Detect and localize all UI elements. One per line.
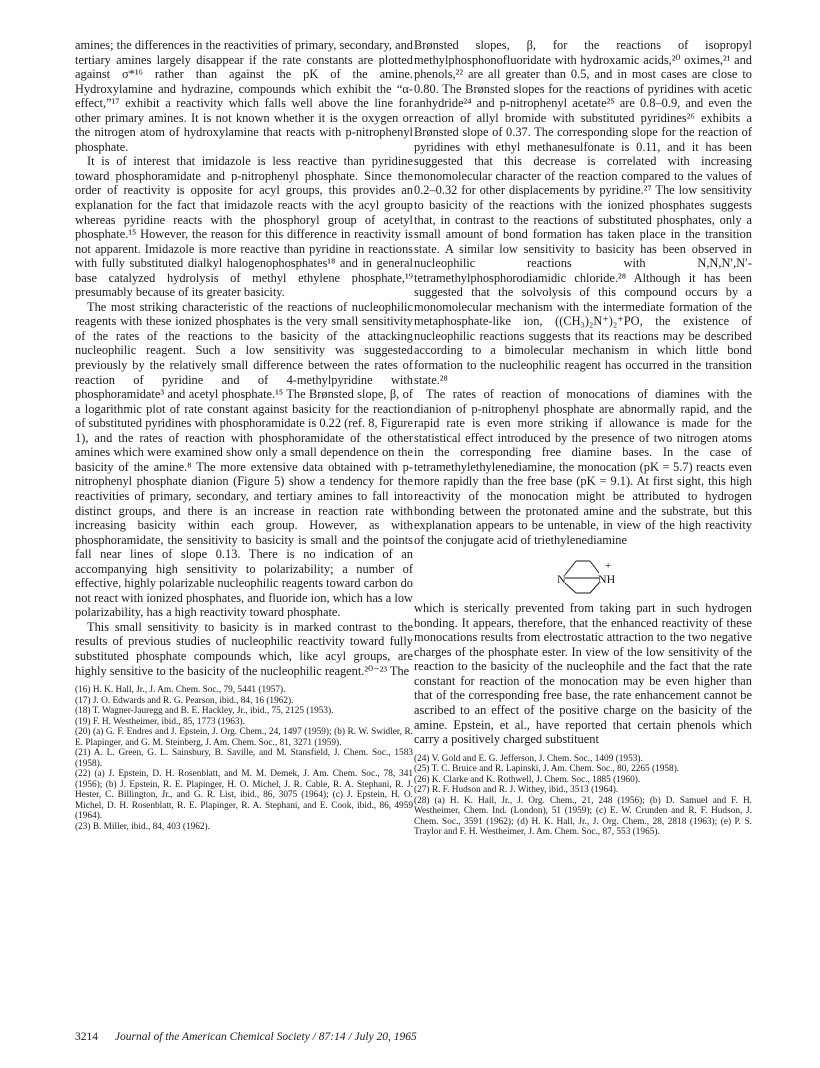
bond <box>565 583 576 593</box>
right-column <box>414 38 752 838</box>
paragraph: amines; the differences in the reactivities of primary, secondary, and tertiary amines largely disappear if the rate constants are plotted against σ*¹⁶ rather than against the pK of the amine. Hydroxylamine and hydrazine, compounds which exhibit the “α-effect,”¹⁷ exhibit a reactivity which falls well above the line for other primary amines. It is not known whether it is the oxygen or the nitrogen atom of hydroxylamine that reacts with p-nitrophenyl phosphate. <box>75 38 413 154</box>
paragraph: Brønsted slopes, β, for the reactions of isopropyl methylphosphonofluoridate with hydroxamic acids,²⁰ oximes,²¹ and phenols,²² are all greater than 0.5, and in most cases are close to 0.80. The Brønsted slopes for the reactions of pyridines with acetic anhydride²⁴ and p-nitrophenyl acetate²⁵ are 0.8–0.9, and even the reaction of allyl bromide with substituted pyridines²⁶ exhibits a Brønsted slope of 0.37. The corresponding slope for the reaction of pyridines with ethyl methanesulfonate is 0.11, and it has been suggested that this decrease is correlated with increasing monomolecular character of the reaction compared to the values of 0.2–0.32 for other displacements by pyridine.²⁷ The low sensitivity to basicity of the reactions with the ionized phosphates suggests that, in contrast to the reactions of substituted phosphates, only a small amount of bond formation has taken place in the transition state. A similar low sensitivity to basicity has been observed in nucleophilic reactions with N,N,N′,N′-tetramethylphosphorodiamidic chloride.²⁸ Although it has been suggested that the solvolysis of this compound occurs by a monomolecular mechanism with the intermediate formation of the metaphosphate-like ion, ((CH₃)₂N⁺)₂⁺PO, the existence of nucleophilic reactions suggests that its reactions may be described according to a bimolecular mechanism in which little bond formation to the nucleophilic reagent has occurred in the transition state.²⁸ <box>414 38 752 387</box>
footnote: (16) H. K. Hall, Jr., J. Am. Chem. Soc., 79, 5441 (1957). <box>75 685 286 696</box>
footnote: (21) A. L. Green, G. L. Sainsbury, B. Saville, and M. Stansfield, J. Chem. Soc., 1583 (1958). <box>75 748 413 769</box>
page-footer <box>75 1031 775 1043</box>
structure-atom-n: N <box>557 572 566 587</box>
bond <box>565 561 576 575</box>
footnote: (26) K. Clarke and K. Rothwell, J. Chem. Soc., 1885 (1960). <box>414 774 641 785</box>
footnote: (19) F. H. Westheimer, ibid., 85, 1773 (1963). <box>75 716 245 727</box>
footnote: (20) (a) G. F. Endres and J. Epstein, J. Org. Chem., 24, 1497 (1959); (b) R. W. Swidler, R. E. Plapinger, and G. M. Steinberg, J. Am. Chem. Soc., 81, 3271 (1959). <box>75 727 413 748</box>
footnote: (25) T. C. Bruice and R. Lapinski, J. Am. Chem. Soc., 80, 2265 (1958). <box>414 764 680 775</box>
journal-citation: Journal of the American Chemical Society / 87:14 / July 20, 1965 <box>114 1031 417 1043</box>
footnote: (18) T. Wagner-Jauregg and B. E. Hackley, Jr., ibid., 75, 2125 (1953). <box>75 706 334 717</box>
structure-atom-nh: NH <box>598 572 616 587</box>
footnote: (27) R. F. Hudson and R. J. Withey, ibid., 3513 (1964). <box>414 785 619 796</box>
footnote: (28) (a) H. K. Hall, Jr., J. Org. Chem., 21, 248 (1956); (b) D. Samuel and F. H. Westheimer, Chem. Ind. (London), 51 (1959); (c) E. W. Crunden and R. F. Hudson, J. Chem. Soc., 3591 (1962); (d) H. K. Hall, Jr., J. Org. Chem., 28, 2818 (1963); (e) P. S. Traylor and F. H. Westheimer, J. Am. Chem. Soc., 87, 553 (1965). <box>414 795 752 838</box>
paragraph: This small sensitivity to basicity is in marked contrast to the results of previous studies of nucleophilic reactivity toward fully substituted phosphate compounds which, like acyl groups, are highly sensitive to the basicity of the nucleophilic reagent.²⁰⁻²³ The <box>75 619 413 678</box>
left-footnotes <box>75 685 413 832</box>
left-body-text <box>75 38 413 678</box>
footnote: (17) J. O. Edwards and R. G. Pearson, ibid., 84, 16 (1962). <box>75 695 294 706</box>
footnote: (24) V. Gold and E. G. Jefferson, J. Chem. Soc., 1409 (1953). <box>414 753 643 764</box>
structure-charge: + <box>605 560 612 573</box>
footnote: (23) B. Miller, ibid., 84, 403 (1962). <box>75 821 210 832</box>
footnote: (22) (a) J. Epstein, D. H. Rosenblatt, and M. M. Demek, J. Am. Chem. Soc., 78, 341 (1956); (b) J. Epstein, R. E. Plapinger, H. O. Michel, J. R. Cable, R. A. Stephani, R. J. Hester, C. Billington, Jr., and G. R. List, ibid., 86, 3075 (1964); (c) J. Epstein, H. O. Michel, D. H. Rosenblatt, R. E. Plapinger, R. A. Stephani, and E. Cook, ibid., 86, 4959 (1964). <box>75 769 413 822</box>
right-body-text <box>414 38 752 747</box>
paragraph: The most striking characteristic of the reactions of nucleophilic reagents with these ionized phosphates is the very small sensitivity of the rates of the reactions to the basicity of the attacking nucleophilic reagent. Such a low sensitivity was suggested previously by the relatively small difference between the rates of reaction of pyridine and of 4-methylpyridine with phosphoramidate³ and acetyl phosphate.¹⁵ The Brønsted slope, β, of a logarithmic plot of rate constant against basicity for the reaction of substituted pyridines with phosphoramidate is 0.22 (ref. 8, Figure 1), and the rates of reaction with phosphoramidate of the other amines which were examined show only a small dependence on the basicity of the amine.⁸ The more extensive data obtained with p-nitrophenyl phosphate dianion (Figure 5) show a tendency for the reactivities of primary, secondary, and tertiary amines to fall into distinct groups, and there is an increase in reaction rate with increasing basicity within each group. However, as with phosphoramidate, the sensitivity to basicity is small and the points fall near lines of slope 0.13. There is no indication of an accompanying high sensitivity to polarizability; a number of effective, highly polarizable nucleophilic reagents toward carbon do not react with ionized phosphates, and fluoride ion, which has a low polarizability, has a high reactivity toward phosphate. <box>75 299 413 620</box>
right-footnotes <box>414 754 752 838</box>
paragraph: The rates of reaction of monocations of diamines with the dianion of p-nitrophenyl phosphate are abnormally rapid, and the rapid rate is even more striking if allowance is made for the statistical effect introduced by the presence of two nitrogen atoms in the corresponding free diamine bases. In the case of tetramethylethylenediamine, the monocation (pK = 5.7) reacts even more rapidly than the free base (pK = 9.1). At first sight, this high reactivity of the monocation might be attributed to hydrogen bonding between the protonated amine and the substrate, but this explanation appears to be untenable, in view of the high reactivity of the conjugate acid of triethylenediamine <box>414 387 752 547</box>
page-number: 3214 <box>75 1031 98 1043</box>
paragraph: which is sterically prevented from taking part in such hydrogen bonding. It appears, therefore, that the enhanced reactivity of these monocations results from electrostatic attraction to the two negative charges of the phosphate ester. In view of the low sensitivity of the reaction to the basicity of the nucleophile and the fact that the rate constant for reaction of the monocation may be even higher than that of the corresponding free base, the rate enhancement cannot be ascribed to an effect of the positive charge on the basicity of the amine. Epstein, et al., have reported that certain phenols which carry a positively charged substituent <box>414 601 752 747</box>
triethylenediamine-structure <box>543 553 623 597</box>
paragraph: It is of interest that imidazole is less reactive than pyridine toward phosphoramidate and p-nitrophenyl phosphate. Since the order of reactivity is opposite for acyl groups, this provides an explanation for the fact that imidazole reacts with the acyl group whereas pyridine reacts with the phosphoryl group of acetyl phosphate.¹⁵ However, the reason for this difference in reactivity is not apparent. Imidazole is more reactive than pyridine in reactions with fully substituted dialkyl halogenophosphates¹⁸ and in general base catalyzed hydrolysis of methyl ethylene phosphate,¹⁹ presumably because of its greater basicity. <box>75 154 413 300</box>
left-column <box>75 38 413 832</box>
